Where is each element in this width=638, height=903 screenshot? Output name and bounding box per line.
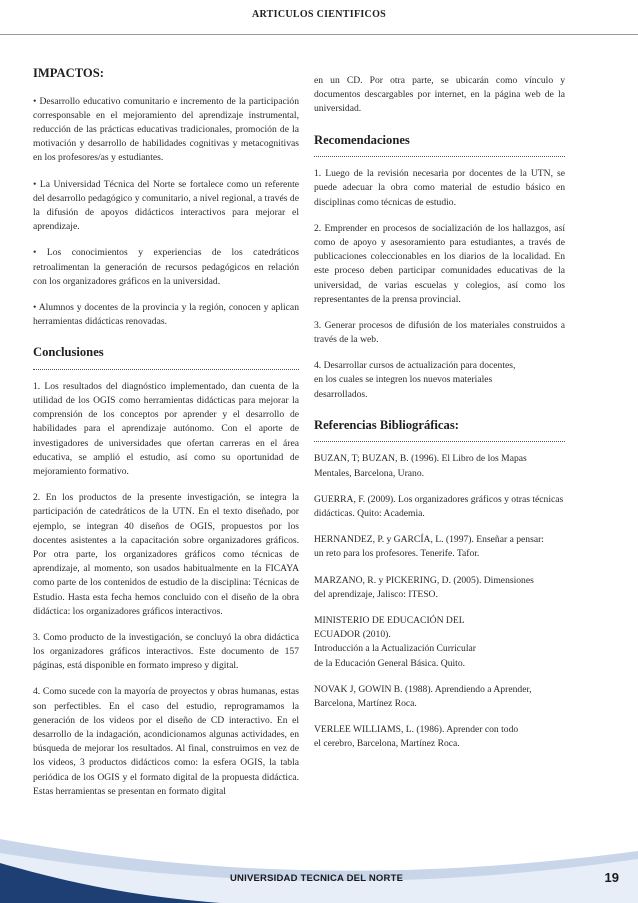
conclusiones-divider: [33, 369, 299, 370]
footer-institution: UNIVERSIDAD TECNICA DEL NORTE: [230, 873, 404, 884]
header-divider: [0, 34, 638, 35]
recomendaciones-heading: Recomendaciones: [314, 132, 410, 147]
conclusiones-heading: Conclusiones: [33, 345, 104, 360]
recomendacion-paragraph: 4. Desarrollar cursos de actualización para docentes, en los cuales se integren los nuevos materiales desarrollados.: [314, 360, 516, 400]
reference-entry: NOVAK J, GOWIN B. (1988). Aprendiendo a Aprender, Barcelona, Martínez Roca.: [314, 683, 532, 709]
left-column: [33, 64, 299, 811]
section-header-title: ARTICULOS CIENTIFICOS: [251, 9, 387, 20]
reference-entry: HERNANDEZ, P. y GARCÍA, L. (1997). Enseñar a pensar: un reto para los profesores. Tenerife. Tafor.: [314, 534, 544, 560]
reference-list: [314, 452, 565, 751]
impactos-heading: IMPACTOS:: [33, 66, 104, 80]
recomendacion-paragraph: 3. Generar procesos de difusión de los materiales construidos a través de la web.: [314, 319, 565, 346]
referencias-heading: Referencias Bibliográficas:: [314, 417, 459, 432]
reference-entry: VERLEE WILLIAMS, L. (1986). Aprender con todo el cerebro, Barcelona, Martínez Roca.: [314, 724, 519, 750]
impacto-paragraph: • Los conocimientos y experiencias de los catedráticos retroalimentan la generación de recursos pedagógicos en relación con los organizadores gráficos en la universidad.: [33, 247, 299, 287]
recomendacion-paragraph: 1. Luego de la revisión necesaria por docentes de la UTN, se puede adecuar la obra como material de estudio básico en disciplinas como técnicas de estudio.: [314, 168, 565, 208]
reference-entry: MARZANO, R. y PICKERING, D. (2005). Dimensiones del aprendizaje, Jalisco: ITESO.: [314, 574, 534, 600]
page-number: 19: [604, 870, 619, 885]
conclusion-paragraph: 2. En los productos de la presente investigación, se integra la participación de catedráticos de la UTN. En el texto diseñado, por ejemplo, se integran 40 diseños de OGIS, propuestos por los docentes asistentes a la capacitación sobre organizadores gráficos. Por otra parte, los organizadores gráficos como técnicas de aprendizaje, al momento, son usados habitualmente en la FICAYA como parte de los contenidos de estudio de la disciplina: Técnicas de Estudio. Hasta esta fecha hemos concluido con el diseño de la obra didáctica: los organizadores gráficos interactivos.: [33, 492, 299, 617]
impacto-paragraph: • Alumnos y docentes de la provincia y la región, conocen y aplican herramientas didácticas renovadas.: [33, 301, 299, 328]
reference-entry: GUERRA, F. (2009). Los organizadores gráficos y otras técnicas didácticas. Quito: Academia.: [314, 493, 564, 519]
page-header: [0, 0, 638, 34]
footer-wave-decoration: [0, 793, 638, 903]
recomendacion-paragraph: 2. Emprender en procesos de socialización de los hallazgos, así como de apoyo y asesoramiento para estudiantes, a través de publicaciones coleccionables en los diarios de la localidad. En este proceso deben participar comunidades educativas de la universidad, de varias escuelas y colegios, así como los representantes de la prensa provincial.: [314, 222, 565, 305]
right-column: [314, 74, 565, 763]
continuation-paragraph: en un CD. Por otra parte, se ubicarán como vínculo y documentos descargables por internet, en la página web de la universidad.: [314, 75, 565, 115]
recomendaciones-divider: [314, 156, 565, 157]
reference-entry: MINISTERIO DE EDUCACIÓN DEL ECUADOR (2010). Introducción a la Actualización Curricular de la Educación General Básica. Quito.: [314, 614, 476, 669]
reference-entry: BUZAN, T; BUZAN, B. (1996). El Libro de los Mapas Mentales, Barcelona, Urano.: [314, 453, 527, 479]
conclusion-paragraph: 3. Como producto de la investigación, se concluyó la obra didáctica los organizadores gráficos interactivos. Este documento de 157 páginas, está disponible en formato impreso y digital.: [33, 631, 299, 672]
impacto-paragraph: • Desarrollo educativo comunitario e incremento de la participación corresponsable en el mejoramiento del aprendizaje instrumental, reducción de las prácticas educativas tradicionales, promoción de la motivación y desarrollo de habilidades cognitivas y metacognitivas en los profesores/as y estudiantes.: [33, 95, 299, 164]
referencias-divider: [314, 441, 565, 442]
impacto-paragraph: • La Universidad Técnica del Norte se fortalece como un referente del desarrollo pedagógico y comunitario, a nivel regional, a través de la difusión de apoyos didácticos interactivos para mejorar el aprendizaje.: [33, 178, 299, 233]
conclusion-paragraph: 1. Los resultados del diagnóstico implementado, dan cuenta de la utilidad de los OGIS como herramientas didácticas para mejorar la comprensión de los conceptos por aprender y el desarrollo de habilidades para el aprendizaje autónomo. Con el aporte de investigadores de universidades que ofertan carreras en el área educativa, se amplió el estudio, así como su oportunidad de mejoramiento formativo.: [33, 380, 299, 477]
conclusion-paragraph: 4. Como sucede con la mayoría de proyectos y obras humanas, estas son perfectibles. En el caso del estudio, reprogramamos la generación de los videos por el diseño de CD interactivo. En el desarrollo de la indagación, acondicionamos algunas actividades, en búsqueda de mejorar los resultados. Al final, construimos en vez de los videos, 3 productos didácticos como: la esfera OGIS, la tabla periódica de los OGIS y el formato digital de la propuesta didáctica. Estas herramientas se presentan en formato digital: [33, 686, 299, 797]
